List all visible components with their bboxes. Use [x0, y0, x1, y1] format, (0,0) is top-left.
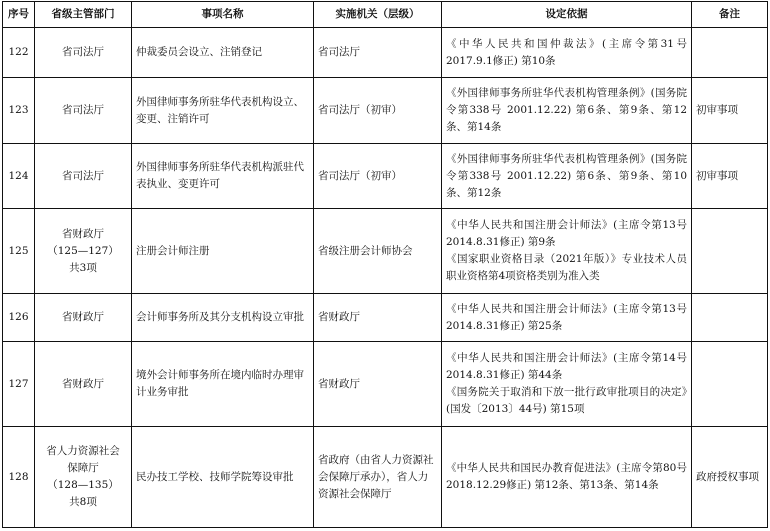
- header-item: 事项名称: [132, 2, 314, 28]
- table-row: [3, 342, 768, 427]
- cell-note: 政府授权事项: [692, 427, 768, 528]
- basis-line: 《中华人民共和国注册会计师法》(主席令第13号 2014.8.31修正) 第25条: [446, 302, 687, 332]
- cell-basis: [442, 209, 692, 294]
- basis-line: 《国家职业资格目录（2021年版）》专业技术人员职业资格第4项资格类别为准入类: [446, 253, 687, 282]
- header-no: 序号: [3, 2, 35, 28]
- basis-line: 《中华人民共和国注册会计师法》(主席令第14号 2014.8.31修正) 第44条: [446, 352, 687, 381]
- dept-count: 共3项: [69, 261, 97, 274]
- cell-item: 外国律师事务所驻华代表机构设立、变更、注销许可: [132, 78, 314, 144]
- cell-authority: 省级注册会计师协会: [314, 209, 442, 294]
- cell-authority: 省财政厅: [314, 342, 442, 427]
- dept-line: 省司法厅: [62, 46, 104, 58]
- cell-dept: [35, 209, 132, 294]
- dept-line: 省财政厅: [62, 377, 104, 390]
- basis-line: 《中华人民共和国仲裁法》(主席令第31号 2017.9.1修正) 第10条: [446, 37, 687, 67]
- cell-item: 境外会计师事务所在境内临时办理审计业务审批: [132, 342, 314, 427]
- cell-dept: [35, 78, 132, 144]
- header-note: 备注: [692, 2, 768, 28]
- cell-authority: 省财政厅: [314, 294, 442, 342]
- basis-line: 《中华人民共和国注册会计师法》(主席令第13号 2014.8.31修正) 第9条: [446, 219, 687, 248]
- cell-item: 仲裁委员会设立、注销登记: [132, 28, 314, 78]
- dept-line: 保障厅: [67, 462, 99, 474]
- header-authority: 实施机关（层级）: [314, 2, 442, 28]
- cell-no: 123: [3, 78, 35, 144]
- cell-no: 125: [3, 209, 35, 294]
- cell-no: 126: [3, 294, 35, 342]
- basis-line: 《中华人民共和国民办教育促进法》(主席令第80号 2018.12.29修正) 第12条、第13条、第14条: [446, 462, 687, 491]
- cell-no: 127: [3, 342, 35, 427]
- table-row: [3, 209, 768, 294]
- table-row: [3, 294, 768, 342]
- cell-note: [692, 209, 768, 294]
- cell-note: 初审事项: [692, 78, 768, 144]
- cell-basis: [442, 342, 692, 427]
- header-dept: 省级主管部门: [35, 2, 132, 28]
- dept-line: 省司法厅: [62, 104, 104, 116]
- dept-range: （128—135）: [47, 479, 119, 491]
- table-row: [3, 144, 768, 209]
- cell-basis: [442, 144, 692, 209]
- cell-no: 128: [3, 427, 35, 528]
- cell-dept: [35, 144, 132, 209]
- cell-dept: [35, 427, 132, 528]
- cell-dept: [35, 294, 132, 342]
- header-basis: 设定依据: [442, 2, 692, 28]
- dept-range: （125—127）: [47, 244, 119, 257]
- cell-note: [692, 342, 768, 427]
- cell-basis: [442, 294, 692, 342]
- cell-authority: 省司法厅（初审）: [314, 78, 442, 144]
- cell-basis: [442, 427, 692, 528]
- cell-note: 初审事项: [692, 144, 768, 209]
- cell-item: 民办技工学校、技师学院筹设审批: [132, 427, 314, 528]
- basis-line: 《外国律师事务所驻华代表机构管理条例》(国务院令第338号 2001.12.22) 第6条、第9条、第10条、第12条: [446, 152, 687, 199]
- cell-dept: [35, 28, 132, 78]
- cell-note: [692, 28, 768, 78]
- cell-no: 124: [3, 144, 35, 209]
- cell-authority: 省政府（由省人力资源社会保障厅承办），省人力资源社会保障厅: [314, 427, 442, 528]
- table-row: [3, 78, 768, 144]
- basis-line: 《国务院关于取消和下放一批行政审批项目的决定》(国发〔2013〕44号) 第15项: [446, 386, 687, 415]
- cell-no: 122: [3, 28, 35, 78]
- dept-line: 省财政厅: [62, 311, 104, 323]
- table-header-row: [3, 2, 768, 28]
- table-row: [3, 28, 768, 78]
- cell-item: 外国律师事务所驻华代表机构派驻代表执业、变更许可: [132, 144, 314, 209]
- cell-authority: 省司法厅（初审）: [314, 144, 442, 209]
- dept-line: 省人力资源社会: [46, 445, 120, 457]
- basis-line: 《外国律师事务所驻华代表机构管理条例》(国务院令第338号 2001.12.22) 第6条、第9条、第12条、第14条: [446, 87, 687, 133]
- cell-dept: [35, 342, 132, 427]
- dept-line: 省司法厅: [62, 169, 104, 182]
- cell-basis: [442, 28, 692, 78]
- cell-note: [692, 294, 768, 342]
- admin-items-table: [2, 1, 768, 528]
- dept-line: 省财政厅: [62, 227, 104, 240]
- table-row: [3, 427, 768, 528]
- cell-authority: 省司法厅: [314, 28, 442, 78]
- cell-basis: [442, 78, 692, 144]
- dept-count: 共8项: [69, 496, 97, 508]
- cell-item: 会计师事务所及其分支机构设立审批: [132, 294, 314, 342]
- cell-item: 注册会计师注册: [132, 209, 314, 294]
